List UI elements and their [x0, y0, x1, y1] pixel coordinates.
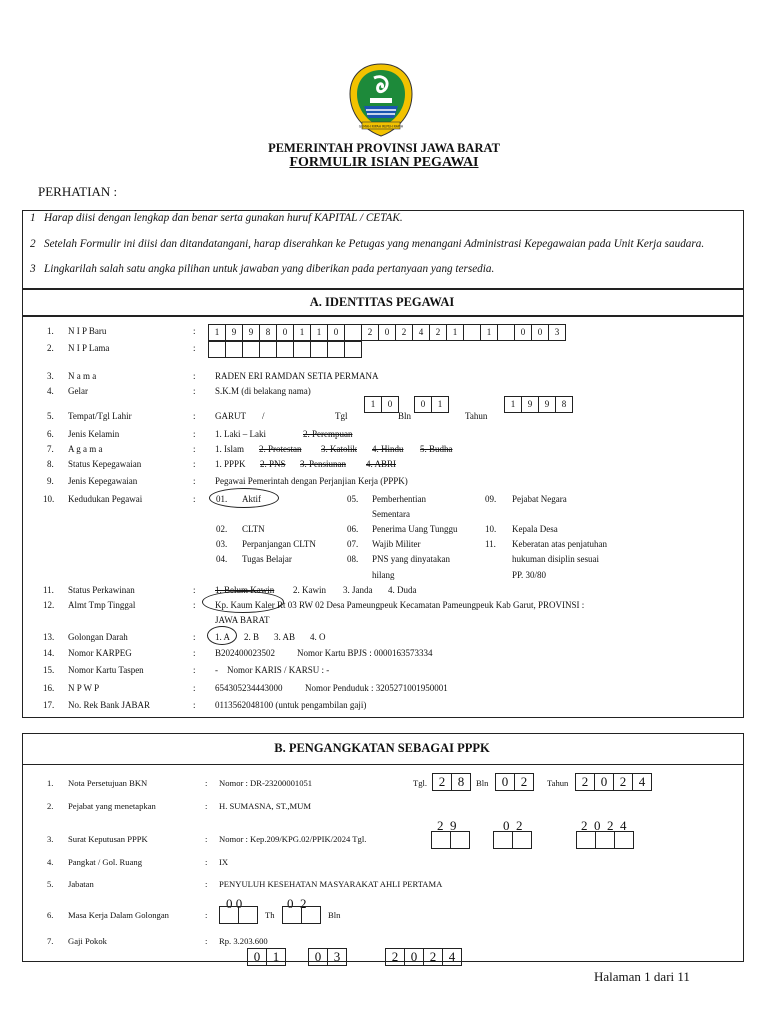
- section-a-title: A. IDENTITAS PEGAWAI: [309, 295, 455, 309]
- kedudukan-option-num[interactable]: 09.: [485, 494, 497, 504]
- colon: :: [193, 326, 196, 336]
- blood-option-ab[interactable]: 3. AB: [274, 632, 296, 642]
- status-option-pns[interactable]: 2. PNS: [260, 459, 286, 469]
- kedudukan-option-uang-tunggu[interactable]: Penerima Uang Tunggu: [372, 524, 458, 534]
- digit-box[interactable]: 8: [451, 773, 471, 791]
- digit-box[interactable]: 1: [364, 396, 382, 413]
- alamat-line-2: JAWA BARAT: [215, 615, 270, 625]
- page-number: Halaman 1 dari 11: [594, 969, 690, 984]
- kedudukan-option-num[interactable]: 06.: [347, 524, 359, 534]
- religion-option-hindu[interactable]: 4. Hindu: [372, 444, 404, 454]
- colon: :: [193, 459, 196, 469]
- colon: :: [205, 801, 208, 811]
- colon: :: [193, 444, 196, 454]
- status-kepegawaian-label: Status Kepegawaian: [68, 459, 142, 469]
- row-number: 4.: [47, 386, 54, 396]
- government-header: PEMERINTAH PROVINSI JAWA BARAT: [268, 141, 500, 155]
- digit-box[interactable]: 3: [327, 948, 347, 966]
- digit-box[interactable]: 2: [429, 324, 447, 341]
- pangkat-value: IX: [219, 857, 229, 867]
- jabatan-value: PENYULUH KESEHATAN MASYARAKAT AHLI PERTAMA: [219, 879, 443, 889]
- digit-box[interactable]: [208, 341, 226, 358]
- digit-box[interactable]: [344, 324, 362, 341]
- colon: :: [193, 665, 196, 675]
- row-number: 8.: [47, 459, 54, 469]
- digit-box[interactable]: [310, 341, 328, 358]
- attention-label: PERHATIAN :: [38, 184, 118, 199]
- gelar-label: Gelar: [68, 386, 88, 396]
- th-label: Th: [265, 910, 275, 920]
- marital-option-duda[interactable]: 4. Duda: [388, 585, 417, 595]
- npwp-label: N P W P: [68, 683, 100, 693]
- logo-motto: GEMAH RIPAH REPEH RAPIH: [358, 124, 404, 129]
- row-number: 2.: [47, 343, 54, 353]
- jenis-kepegawaian-value: Pegawai Pemerintah dengan Perjanjian Kerja (PPPK): [215, 476, 408, 486]
- row-number: 5.: [47, 411, 54, 421]
- kedudukan-option-sementara: Sementara: [372, 509, 410, 519]
- kedudukan-option-num[interactable]: 11.: [485, 539, 496, 549]
- sk-day-digits: 2 9: [437, 818, 457, 833]
- masa-kerja-th-boxes[interactable]: [220, 906, 258, 924]
- nik-value: Nomor Penduduk : 3205271001950001: [305, 683, 448, 693]
- kedudukan-option-keberatan[interactable]: Keberatan atas penjatuhan: [512, 539, 607, 549]
- row-number: 6.: [47, 429, 54, 439]
- tmt-day-boxes[interactable]: [248, 948, 286, 966]
- sk-month-digits: 0 2: [503, 818, 523, 833]
- gender-option-male[interactable]: 1. Laki – Laki: [215, 429, 266, 439]
- tahun-label: Tahun: [547, 778, 569, 788]
- karpeg-label: Nomor KARPEG: [68, 648, 132, 658]
- kedudukan-option-num[interactable]: 01.: [216, 494, 228, 504]
- digit-box[interactable]: 9: [538, 396, 556, 413]
- digit-box[interactable]: [238, 906, 258, 924]
- digit-box[interactable]: 0: [308, 948, 328, 966]
- digit-box[interactable]: 2: [385, 948, 405, 966]
- row-number: 1.: [47, 778, 54, 788]
- digit-box[interactable]: 2: [361, 324, 379, 341]
- kedudukan-option-num[interactable]: 04.: [216, 554, 228, 564]
- digit-box[interactable]: 1: [266, 948, 286, 966]
- nota-persetujuan-label: Nota Persetujuan BKN: [68, 778, 148, 788]
- section-b-title: B. PENGANGKATAN SEBAGAI PPPK: [274, 741, 490, 755]
- kedudukan-option-num[interactable]: 02.: [216, 524, 228, 534]
- digit-box[interactable]: 1: [208, 324, 226, 341]
- kedudukan-option-num[interactable]: 10.: [485, 524, 497, 534]
- colon: :: [193, 411, 196, 421]
- row-number: 7.: [47, 444, 54, 454]
- digit-box[interactable]: 1: [446, 324, 464, 341]
- row-number: 14.: [43, 648, 55, 658]
- digit-box[interactable]: [431, 831, 451, 849]
- birth-month-boxes[interactable]: [415, 396, 449, 413]
- row-number: 16.: [43, 683, 55, 693]
- row-number: 3.: [47, 834, 54, 844]
- religion-option-islam[interactable]: 1. Islam: [215, 444, 244, 454]
- alamat-line-1: Kp. Kaum Kaler Rt 03 RW 02 Desa Pameungpeuk Kecamatan Pameungpeuk Kab Garut, PROVINSI :: [215, 600, 585, 610]
- bln-label: Bln: [398, 411, 412, 421]
- pangkat-label: Pangkat / Gol. Ruang: [68, 857, 142, 867]
- tgl-label: Tgl: [335, 411, 348, 421]
- status-option-pppk[interactable]: 1. PPPK: [215, 459, 246, 469]
- digit-box[interactable]: 2: [395, 324, 413, 341]
- digit-box[interactable]: [614, 831, 634, 849]
- kedudukan-label: Kedudukan Pegawai: [68, 494, 143, 504]
- row-number: 13.: [43, 632, 55, 642]
- kedudukan-option-kepala-desa[interactable]: Kepala Desa: [512, 524, 558, 534]
- pejabat-label: Pejabat yang menetapkan: [68, 801, 156, 811]
- digit-box[interactable]: 0: [414, 396, 432, 413]
- digit-box[interactable]: 0: [327, 324, 345, 341]
- row-number: 9.: [47, 476, 54, 486]
- digit-box[interactable]: [493, 831, 513, 849]
- jenis-kepegawaian-label: Jenis Kepegawaian: [68, 476, 138, 486]
- digit-box[interactable]: 2: [423, 948, 443, 966]
- colon: :: [205, 778, 208, 788]
- karpeg-value: B202400023502: [215, 648, 276, 658]
- pejabat-value: H. SUMASNA, ST.,MUM: [219, 801, 312, 811]
- religion-option-budha[interactable]: 5. Budha: [420, 444, 453, 454]
- kedudukan-option-aktif[interactable]: Aktif: [242, 494, 261, 504]
- colon: :: [193, 494, 196, 504]
- row-number: 4.: [47, 857, 54, 867]
- jawa-barat-emblem: [348, 62, 414, 138]
- kedudukan-option-num[interactable]: 08.: [347, 554, 359, 564]
- kedudukan-option-pp: PP. 30/80: [512, 570, 547, 580]
- digit-box[interactable]: [282, 906, 302, 924]
- colon: :: [193, 386, 196, 396]
- colon: :: [193, 476, 196, 486]
- digit-box[interactable]: 9: [521, 396, 539, 413]
- digit-box[interactable]: 0: [495, 773, 515, 791]
- masa-kerja-bln-digits: 0 2: [287, 896, 307, 911]
- digit-box[interactable]: 1: [431, 396, 449, 413]
- alamat-label: Almt Tmp Tinggal: [68, 600, 136, 610]
- digit-box[interactable]: [242, 341, 260, 358]
- digit-box[interactable]: 2: [514, 773, 534, 791]
- digit-box[interactable]: [276, 341, 294, 358]
- gaji-label: Gaji Pokok: [68, 936, 107, 946]
- sk-month-boxes[interactable]: [494, 831, 532, 849]
- nip-baru-boxes[interactable]: [209, 324, 566, 341]
- colon: :: [193, 600, 196, 610]
- digit-box[interactable]: 0: [594, 773, 614, 791]
- digit-box[interactable]: 0: [404, 948, 424, 966]
- agama-label: A g a m a: [68, 444, 103, 454]
- slash: /: [262, 411, 265, 421]
- digit-box[interactable]: 1: [293, 324, 311, 341]
- sk-label: Surat Keputusan PPPK: [68, 834, 148, 844]
- colon: :: [193, 429, 196, 439]
- tgl-label: Tgl.: [413, 778, 428, 788]
- digit-box[interactable]: 1: [504, 396, 522, 413]
- colon: :: [193, 585, 196, 595]
- digit-box[interactable]: [595, 831, 615, 849]
- digit-box[interactable]: [344, 341, 362, 358]
- kedudukan-option-perpanjangan[interactable]: Perpanjangan CLTN: [242, 539, 316, 549]
- digit-box[interactable]: [512, 831, 532, 849]
- nota-day-boxes[interactable]: [433, 773, 471, 791]
- digit-box[interactable]: 0: [381, 396, 399, 413]
- row-number: 11.: [43, 585, 54, 595]
- colon: :: [205, 857, 208, 867]
- jabatan-label: Jabatan: [68, 879, 94, 889]
- sk-value: Nomor : Kep.209/KPG.02/PPIK/2024 Tgl.: [219, 834, 367, 844]
- marital-option-janda[interactable]: 3. Janda: [343, 585, 373, 595]
- digit-box[interactable]: 0: [276, 324, 294, 341]
- nama-value: RADEN ERI RAMDAN SETIA PERMANA: [215, 371, 379, 381]
- birth-place-value: GARUT: [215, 411, 246, 421]
- row-number: 12.: [43, 600, 55, 610]
- colon: :: [205, 879, 208, 889]
- row-number: 17.: [43, 700, 55, 710]
- form-title: FORMULIR ISIAN PEGAWAI: [289, 155, 479, 170]
- digit-box[interactable]: 2: [575, 773, 595, 791]
- kedudukan-option-num[interactable]: 07.: [347, 539, 359, 549]
- colon: :: [193, 683, 196, 693]
- nip-baru-label: N I P Baru: [68, 326, 107, 336]
- birth-year-boxes[interactable]: [505, 396, 573, 413]
- row-number: 10.: [43, 494, 55, 504]
- colon: :: [205, 936, 208, 946]
- colon: :: [193, 700, 196, 710]
- nama-label: N a m a: [68, 371, 97, 381]
- digit-box[interactable]: [450, 831, 470, 849]
- masa-kerja-bln-boxes[interactable]: [283, 906, 321, 924]
- religion-option-katolik[interactable]: 3. Katolik: [321, 444, 357, 454]
- digit-box[interactable]: 9: [242, 324, 260, 341]
- marital-option-belum-kawin[interactable]: 1. Belum Kawin: [215, 585, 275, 595]
- blood-option-b[interactable]: 2. B: [244, 632, 260, 642]
- bln-label: Bln: [328, 910, 341, 920]
- tahun-label: Tahun: [465, 411, 488, 421]
- digit-box[interactable]: 0: [514, 324, 532, 341]
- colon: :: [205, 834, 208, 844]
- kedudukan-option-wajib-militer[interactable]: Wajib Militer: [372, 539, 421, 549]
- row-number: 6.: [47, 910, 54, 920]
- digit-box[interactable]: [219, 906, 239, 924]
- digit-box[interactable]: [497, 324, 515, 341]
- nip-lama-boxes[interactable]: [209, 341, 362, 358]
- tmt-year-boxes[interactable]: [386, 948, 462, 966]
- npwp-value: 654305234443000: [215, 683, 283, 693]
- nota-month-boxes[interactable]: [496, 773, 534, 791]
- digit-box[interactable]: [225, 341, 243, 358]
- bln-label: Bln: [476, 778, 489, 788]
- taspen-label: Nomor Kartu Taspen: [68, 665, 144, 675]
- colon: :: [193, 371, 196, 381]
- marital-option-kawin[interactable]: 2. Kawin: [293, 585, 326, 595]
- digit-box[interactable]: [576, 831, 596, 849]
- digit-box[interactable]: [259, 341, 277, 358]
- colon: :: [193, 343, 196, 353]
- digit-box[interactable]: 0: [531, 324, 549, 341]
- birth-day-boxes[interactable]: [365, 396, 399, 413]
- status-perkawinan-label: Status Perkawinan: [68, 585, 135, 595]
- nip-lama-label: N I P Lama: [68, 343, 110, 353]
- digit-box[interactable]: 8: [555, 396, 573, 413]
- kedudukan-option-pns-hilang[interactable]: PNS yang dinyatakan: [372, 554, 450, 564]
- digit-box[interactable]: 2: [432, 773, 452, 791]
- tmt-month-boxes[interactable]: [309, 948, 347, 966]
- bpjs-value: Nomor Kartu BPJS : 0000163573334: [297, 648, 433, 658]
- digit-box[interactable]: [327, 341, 345, 358]
- digit-box[interactable]: 4: [632, 773, 652, 791]
- nota-persetujuan-value: Nomor : DR-23200001051: [219, 778, 313, 788]
- religion-option-protestan[interactable]: 2. Protestan: [259, 444, 302, 454]
- blood-option-a[interactable]: 1. A: [215, 632, 231, 642]
- digit-box[interactable]: [463, 324, 481, 341]
- taspen-value: - Nomor KARIS / KARSU : -: [215, 665, 330, 675]
- colon: :: [193, 648, 196, 658]
- kedudukan-option-cltn[interactable]: CLTN: [242, 524, 265, 534]
- gaji-value: Rp. 3.203.600: [219, 936, 268, 946]
- digit-box[interactable]: 9: [225, 324, 243, 341]
- digit-box[interactable]: [301, 906, 321, 924]
- row-number: 1.: [47, 326, 54, 336]
- row-number: 7.: [47, 936, 54, 946]
- row-number: 2.: [47, 801, 54, 811]
- sk-year-digits: 2 0 2 4: [581, 818, 627, 833]
- masa-kerja-th-digits: 0 0: [226, 896, 243, 911]
- status-option-pensiunan[interactable]: 3. Pensiunan: [300, 459, 346, 469]
- kedudukan-option-hukuman: hukuman disiplin sesuai: [512, 554, 599, 564]
- status-option-abri[interactable]: 4. ABRI: [366, 459, 397, 469]
- digit-box[interactable]: 0: [378, 324, 396, 341]
- row-number: 3.: [47, 371, 54, 381]
- kedudukan-option-tugas-belajar[interactable]: Tugas Belajar: [242, 554, 292, 564]
- gender-option-female[interactable]: 2. Perempuan: [303, 429, 353, 439]
- ttl-label: Tempat/Tgl Lahir: [68, 411, 132, 421]
- digit-box[interactable]: 2: [613, 773, 633, 791]
- rek-value: 0113562048100 (untuk pengambilan gaji): [215, 700, 367, 710]
- kedudukan-option-pemberhentian[interactable]: Pemberhentian: [372, 494, 426, 504]
- kedudukan-option-num[interactable]: 05.: [347, 494, 359, 504]
- rek-label: No. Rek Bank JABAR: [68, 700, 151, 710]
- nota-year-boxes[interactable]: [576, 773, 652, 791]
- colon: :: [193, 632, 196, 642]
- blood-option-o[interactable]: 4. O: [310, 632, 326, 642]
- digit-box[interactable]: 3: [548, 324, 566, 341]
- sk-year-boxes[interactable]: [577, 831, 634, 849]
- sk-day-boxes[interactable]: [432, 831, 470, 849]
- digit-box[interactable]: 1: [480, 324, 498, 341]
- digit-box[interactable]: 4: [442, 948, 462, 966]
- gelar-value: S.K.M (di belakang nama): [215, 386, 311, 396]
- digit-box[interactable]: 4: [412, 324, 430, 341]
- row-number: 5.: [47, 879, 54, 889]
- colon: :: [205, 910, 208, 920]
- jenis-kelamin-label: Jenis Kelamin: [68, 429, 120, 439]
- row-number: 15.: [43, 665, 55, 675]
- golongan-darah-label: Golongan Darah: [68, 632, 128, 642]
- masa-kerja-label: Masa Kerja Dalam Golongan: [68, 910, 169, 920]
- digit-box[interactable]: [293, 341, 311, 358]
- digit-box[interactable]: 0: [247, 948, 267, 966]
- kedudukan-option-hilang: hilang: [372, 570, 395, 580]
- kedudukan-option-num[interactable]: 03.: [216, 539, 228, 549]
- digit-box[interactable]: 1: [310, 324, 328, 341]
- digit-box[interactable]: 8: [259, 324, 277, 341]
- kedudukan-option-pejabat-negara[interactable]: Pejabat Negara: [512, 494, 567, 504]
